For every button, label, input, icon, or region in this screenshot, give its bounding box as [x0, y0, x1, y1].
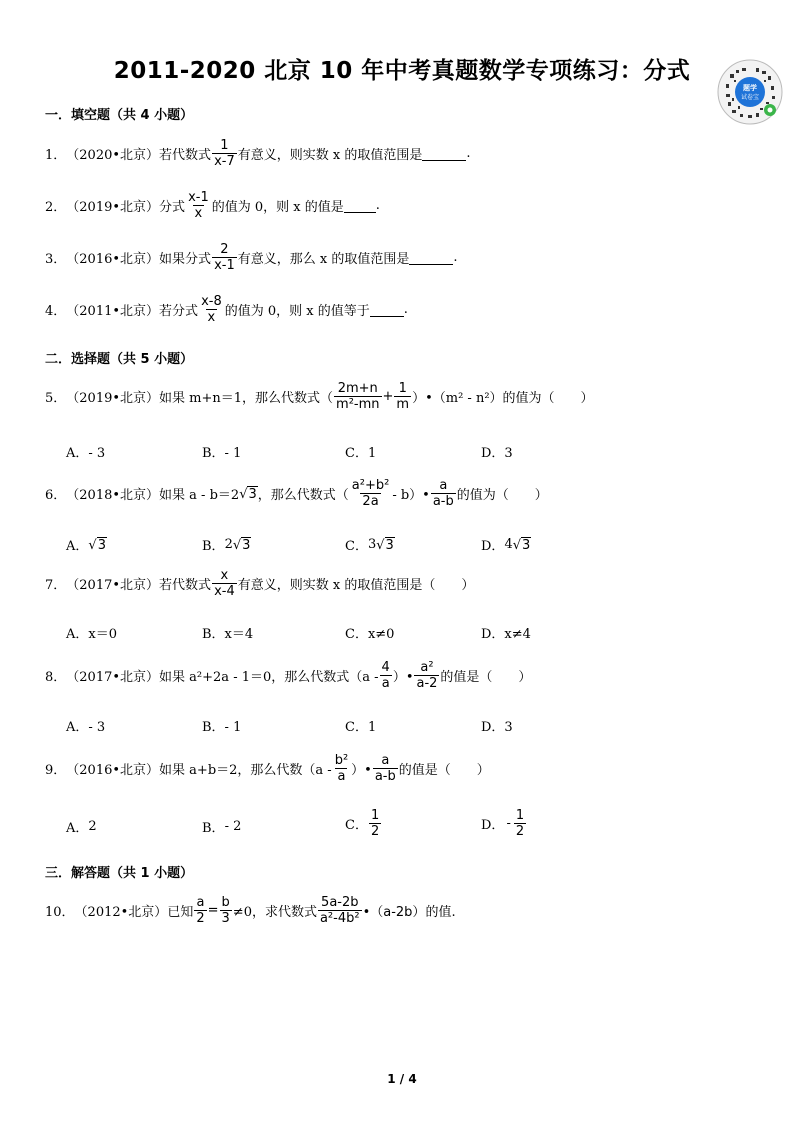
q2-fraction: $\frac{x-1}{x}$ — [188, 190, 209, 221]
q9-option-b[interactable]: B． - 2 — [202, 819, 242, 836]
q1-number: 1． — [45, 148, 67, 163]
q5-post: ）•（m² - n²）的值为（ ） — [412, 391, 594, 406]
q5-plus: + — [382, 389, 394, 404]
q7-source: （2017•北京） — [66, 578, 160, 593]
question-7 — [45, 568, 474, 599]
q1-pre: 若代数式 — [159, 148, 212, 163]
qr-badge-line2: 试卷宝 — [740, 94, 760, 101]
question-9 — [45, 753, 490, 784]
q6-fraction-1: $\frac{\text{a²+b²}}{2a}$ — [351, 478, 390, 509]
q7-option-d[interactable]: D．x≠4 — [481, 627, 531, 642]
question-8 — [45, 660, 531, 691]
q6-fraction-2: $\frac{a}{a-b}$ — [432, 478, 454, 509]
q8-option-d[interactable]: D．3 — [481, 720, 513, 735]
q8-fraction-2: $\frac{\text{a²}}{a-2}$ — [416, 660, 438, 691]
section-multiple-choice: 二．选择题（共 5 小题） — [45, 352, 194, 367]
q7-option-a[interactable]: A．x＝0 — [66, 627, 117, 642]
question-5 — [45, 381, 594, 412]
q9-option-d[interactable]: D． - $\frac{1}{2}$ — [481, 808, 525, 839]
q8-post: 的值是（ ） — [440, 670, 532, 685]
q5-number: 5． — [45, 391, 67, 406]
page-number: 1 / 4 — [387, 1072, 417, 1086]
question-6 — [45, 478, 548, 509]
q3-source: （2016•北京） — [66, 252, 160, 267]
q6-number: 6． — [45, 488, 67, 503]
q6-minus: - b）• — [392, 488, 430, 503]
question-10 — [45, 895, 456, 926]
q2-pre: 分式 — [159, 200, 186, 215]
q5-option-c[interactable]: C．1 — [345, 446, 377, 461]
q2-post: 的值为 0，则 x 的值是 — [211, 200, 344, 215]
q9-fraction-1: $\frac{\text{b²}}{a}$ — [334, 753, 349, 784]
q6-option-d[interactable]: D． 4 √ 3 — [481, 537, 531, 554]
q10-equals: = — [207, 903, 219, 918]
q8-source: （2017•北京） — [66, 670, 160, 685]
q10-fraction-3: $\frac{5a-2b}{\text{a²-4b²}}$ — [319, 895, 360, 926]
question-2 — [45, 190, 380, 221]
q2-end: . — [375, 198, 380, 213]
q7-option-c[interactable]: C．x≠0 — [345, 627, 395, 642]
q6-post: 的值为（ ） — [456, 488, 548, 503]
question-3 — [45, 242, 457, 273]
q4-end: . — [403, 302, 408, 317]
q9-mid: ）• — [351, 763, 372, 778]
q3-post: 有意义，那么 x 的取值范围是 — [237, 252, 410, 267]
q8-number: 8． — [45, 670, 67, 685]
q10-number: 10． — [45, 905, 75, 920]
q5-fraction-1: $\frac{2m+n}{\text{m²-mn}}$ — [336, 381, 380, 412]
qr-code-icon[interactable] — [716, 58, 784, 126]
question-4 — [45, 294, 408, 325]
q3-end: . — [453, 250, 458, 265]
q9-number: 9． — [45, 763, 67, 778]
q4-fraction: $\frac{x-8}{x}$ — [201, 294, 222, 325]
q7-number: 7． — [45, 578, 67, 593]
q1-source: （2020•北京） — [66, 148, 160, 163]
q9-option-a[interactable]: A． 2 — [66, 819, 97, 836]
q4-number: 4． — [45, 304, 67, 319]
q9-fraction-2: $\frac{a}{a-b}$ — [374, 753, 396, 784]
q10-mid: •（a-2b） — [362, 905, 426, 920]
q5-pre: 如果 m+n＝1，那么代数式（ — [159, 391, 334, 406]
q6-mid: ，那么代数式（ — [257, 488, 349, 503]
q10-pre: 已知 — [167, 905, 194, 920]
q6-option-c[interactable]: C． 3 √ 3 — [345, 537, 394, 554]
q4-source: （2011•北京） — [66, 304, 160, 319]
q10-fraction-2: $\frac{b}{3}$ — [221, 895, 230, 926]
q6-option-a[interactable]: A． √ 3 — [66, 537, 106, 554]
q7-fraction: $\frac{x}{x-4}$ — [214, 568, 235, 599]
section-fill-in: 一．填空题（共 4 小题） — [45, 108, 194, 123]
page-title: 2011-2020 北京 10 年中考真题数学专项练习：分式 — [113, 58, 691, 84]
q7-option-b[interactable]: B．x＝4 — [202, 627, 254, 642]
q8-option-c[interactable]: C．1 — [345, 720, 377, 735]
q4-pre: 若分式 — [159, 304, 199, 319]
q3-pre: 如果分式 — [159, 252, 212, 267]
q8-fraction-1: $\frac{4}{a}$ — [381, 660, 390, 691]
q8-pre: 如果 a²+2a - 1＝0，那么代数式（a - — [159, 670, 379, 685]
q8-option-b[interactable]: B．- 1 — [202, 720, 242, 735]
q2-number: 2． — [45, 200, 67, 215]
q4-answer-blank[interactable] — [370, 302, 404, 317]
q9-option-c[interactable]: C． $\frac{1}{2}$ — [345, 808, 380, 839]
q2-answer-blank[interactable] — [344, 198, 376, 213]
q4-post: 的值为 0，则 x 的值等于 — [224, 304, 370, 319]
q8-option-a[interactable]: A．- 3 — [66, 720, 106, 735]
qr-badge-line1: 题学 — [743, 84, 757, 92]
q7-pre: 若代数式 — [159, 578, 212, 593]
q10-post: 的值. — [425, 905, 456, 920]
q9-pre: 如果 a+b＝2，那么代数（a - — [159, 763, 332, 778]
q5-option-b[interactable]: B．- 1 — [202, 446, 242, 461]
q1-end: . — [466, 146, 471, 161]
q5-option-d[interactable]: D．3 — [481, 446, 513, 461]
q9-post: 的值是（ ） — [398, 763, 490, 778]
q3-fraction: $\frac{2}{x-1}$ — [214, 242, 235, 273]
q5-option-a[interactable]: A．- 3 — [66, 446, 106, 461]
q1-fraction: $\frac{1}{x-7}$ — [214, 138, 235, 169]
q6-pre: 如果 a - b＝2 — [159, 488, 240, 503]
q9-source: （2016•北京） — [66, 763, 160, 778]
q2-source: （2019•北京） — [66, 200, 160, 215]
q1-post: 有意义，则实数 x 的取值范围是 — [237, 148, 423, 163]
q5-fraction-2: $\frac{1}{m}$ — [396, 381, 410, 412]
question-1 — [45, 138, 470, 169]
q1-answer-blank[interactable] — [422, 146, 466, 161]
section-solution: 三．解答题（共 1 小题） — [45, 866, 194, 881]
q7-post: 有意义，则实数 x 的取值范围是（ ） — [237, 578, 475, 593]
q5-source: （2019•北京） — [66, 391, 160, 406]
q6-sqrt: √ 3 — [239, 486, 257, 502]
q10-source: （2012•北京） — [74, 905, 168, 920]
q3-answer-blank[interactable] — [409, 250, 453, 265]
q8-mid: ）• — [392, 670, 414, 685]
q10-fraction-1: $\frac{a}{2}$ — [196, 895, 205, 926]
q6-source: （2018•北京） — [66, 488, 160, 503]
q3-number: 3． — [45, 252, 67, 267]
q6-option-b[interactable]: B． 2 √ 3 — [202, 537, 251, 554]
q10-neq: ≠0，求代数式 — [232, 905, 317, 920]
